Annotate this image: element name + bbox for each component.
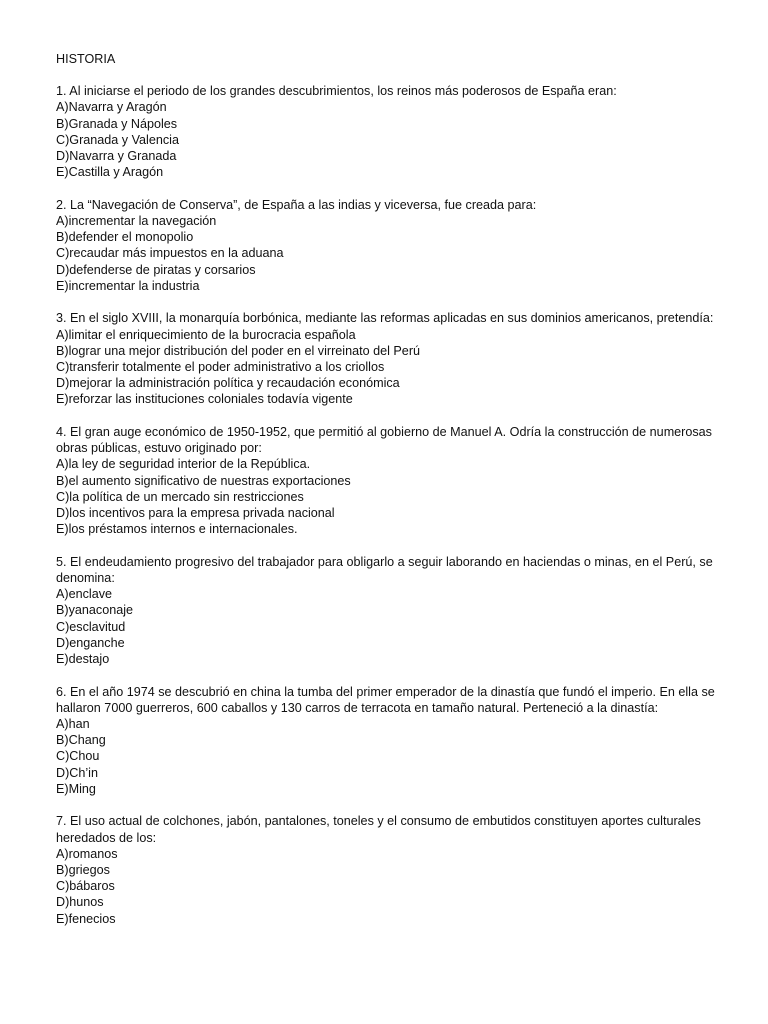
options-list <box>56 213 716 294</box>
option-e: E)fenecios <box>56 911 116 926</box>
option-e: E)Castilla y Aragón <box>56 165 164 180</box>
option-a: A)limitar el enriquecimiento de la burocracia española <box>56 327 356 342</box>
option-c: C)la política de un mercado sin restricciones <box>56 489 304 504</box>
option-b: B)yanaconaje <box>56 603 134 618</box>
document-page <box>56 51 716 943</box>
question-stem: 1. Al iniciarse el periodo de los grandes descubrimientos, los reinos más poderosos de España eran: <box>56 84 617 99</box>
option-e: E)incrementar la industria <box>56 278 200 293</box>
option-d: D)Navarra y Granada <box>56 149 177 164</box>
options-list <box>56 456 716 537</box>
option-a: A)incrementar la navegación <box>56 214 217 229</box>
option-c: C)recaudar más impuestos en la aduana <box>56 246 284 261</box>
question-2 <box>56 197 716 294</box>
options-list <box>56 99 716 180</box>
question-7 <box>56 813 716 926</box>
option-b: B)Chang <box>56 733 106 748</box>
option-b: B)defender el monopolio <box>56 230 194 245</box>
option-b: B)Granada y Nápoles <box>56 116 178 131</box>
question-1 <box>56 83 716 180</box>
option-a: A)Navarra y Aragón <box>56 100 167 115</box>
option-c: C)bábaros <box>56 879 115 894</box>
option-c: C)Chou <box>56 749 100 764</box>
question-stem: 3. En el siglo XVIII, la monarquía borbónica, mediante las reformas aplicadas en sus dominios americanos, pretendía: <box>56 311 714 326</box>
options-list <box>56 586 716 667</box>
question-stem: 4. El gran auge económico de 1950-1952, que permitió al gobierno de Manuel A. Odría la construcción de numerosas obras públicas, estuvo originado por: <box>56 425 712 456</box>
option-d: D)los incentivos para la empresa privada nacional <box>56 506 335 521</box>
options-list <box>56 716 716 797</box>
options-list <box>56 846 716 927</box>
option-b: B)el aumento significativo de nuestras exportaciones <box>56 473 351 488</box>
option-a: A)romanos <box>56 846 118 861</box>
option-d: D)Ch’in <box>56 765 98 780</box>
option-d: D)enganche <box>56 635 125 650</box>
question-stem: 7. El uso actual de colchones, jabón, pantalones, toneles y el consumo de embutidos constituyen aportes culturales heredados de los: <box>56 814 701 845</box>
option-e: E)destajo <box>56 652 110 667</box>
document-title: HISTORIA <box>56 52 116 66</box>
question-4 <box>56 424 716 537</box>
option-b: B)griegos <box>56 863 110 878</box>
option-e: E)los préstamos internos e internacionales. <box>56 522 298 537</box>
option-d: D)mejorar la administración política y recaudación económica <box>56 376 400 391</box>
option-d: D)defenderse de piratas y corsarios <box>56 262 256 277</box>
question-stem: 6. En el año 1974 se descubrió en china la tumba del primer emperador de la dinastía que fundó el imperio. En ella se hallaron 7000 guerreros, 600 caballos y 130 carros de terracota en tamaño natural. Perteneció a la dinastía: <box>56 684 715 715</box>
question-6 <box>56 684 716 797</box>
option-d: D)hunos <box>56 895 104 910</box>
option-e: E)reforzar las instituciones coloniales todavía vigente <box>56 392 353 407</box>
option-c: C)esclavitud <box>56 619 126 634</box>
question-stem: 2. La “Navegación de Conserva”, de España a las indias y viceversa, fue creada para: <box>56 197 537 212</box>
option-a: A)enclave <box>56 587 113 602</box>
option-b: B)lograr una mejor distribución del poder en el virreinato del Perú <box>56 343 421 358</box>
question-stem: 5. El endeudamiento progresivo del trabajador para obligarlo a seguir laborando en haciendas o minas, en el Perú, se denomina: <box>56 554 713 586</box>
option-c: C)Granada y Valencia <box>56 132 179 147</box>
option-e: E)Ming <box>56 781 96 796</box>
option-a: A)la ley de seguridad interior de la República. <box>56 457 311 472</box>
question-5 <box>56 554 716 667</box>
option-c: C)transferir totalmente el poder administrativo a los criollos <box>56 360 385 375</box>
options-list <box>56 327 716 408</box>
question-3 <box>56 310 716 407</box>
option-a: A)han <box>56 717 90 732</box>
